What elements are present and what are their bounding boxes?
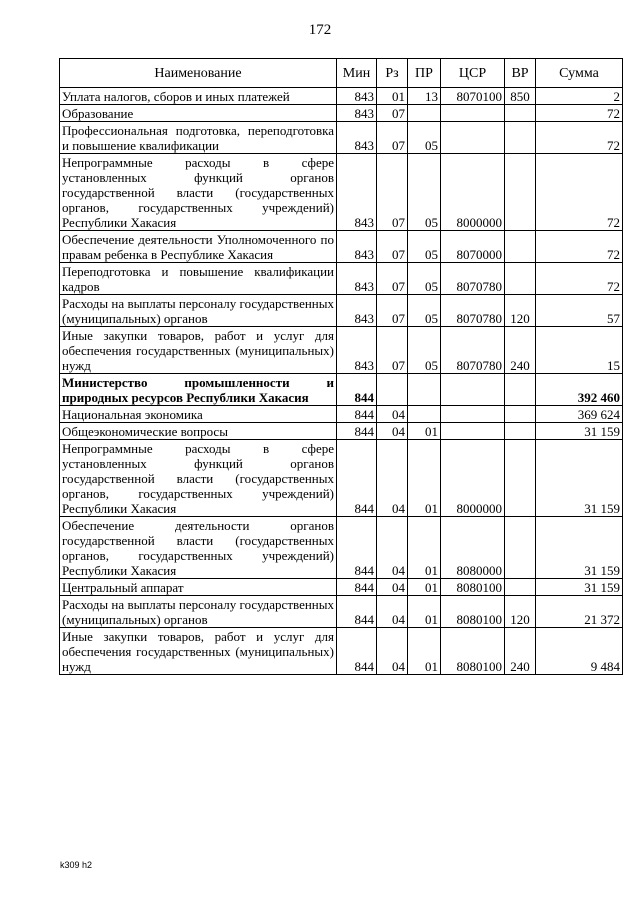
cell-rz: 07 [377, 154, 408, 231]
cell-name: Переподготовка и повышение квалификации кадров [60, 263, 337, 295]
cell-name: Министерство промышленности и природных ресурсов Республики Хакасия [60, 374, 337, 406]
table-row [60, 628, 623, 675]
header-rz: Рз [377, 59, 408, 88]
cell-csr [441, 122, 505, 154]
cell-pr: 01 [408, 628, 441, 675]
cell-pr: 01 [408, 517, 441, 579]
cell-name: Уплата налогов, сборов и иных платежей [60, 88, 337, 105]
cell-vr [505, 423, 536, 440]
table-row [60, 327, 623, 374]
budget-table [59, 58, 623, 675]
cell-sum: 9 484 [536, 628, 623, 675]
cell-csr [441, 406, 505, 423]
cell-csr: 8000000 [441, 154, 505, 231]
cell-min: 844 [337, 374, 377, 406]
cell-rz: 04 [377, 517, 408, 579]
cell-name: Обеспечение деятельности органов государственной власти (государственных органов, государственных учреждений) Республики Хакасия [60, 517, 337, 579]
cell-sum: 392 460 [536, 374, 623, 406]
cell-pr: 13 [408, 88, 441, 105]
cell-rz: 04 [377, 423, 408, 440]
cell-vr [505, 579, 536, 596]
cell-vr [505, 440, 536, 517]
table-row [60, 406, 623, 423]
cell-min: 843 [337, 122, 377, 154]
cell-sum: 21 372 [536, 596, 623, 628]
cell-min: 843 [337, 105, 377, 122]
cell-pr: 05 [408, 231, 441, 263]
table-row [60, 440, 623, 517]
cell-vr: 120 [505, 295, 536, 327]
table-row [60, 295, 623, 327]
cell-min: 844 [337, 596, 377, 628]
cell-csr [441, 423, 505, 440]
cell-pr: 01 [408, 440, 441, 517]
cell-rz: 04 [377, 628, 408, 675]
cell-pr [408, 374, 441, 406]
cell-name: Расходы на выплаты персоналу государственных (муниципальных) органов [60, 596, 337, 628]
cell-csr: 8080100 [441, 579, 505, 596]
table-row [60, 154, 623, 231]
cell-vr [505, 263, 536, 295]
document-code: k309 h2 [60, 860, 93, 870]
cell-pr: 05 [408, 263, 441, 295]
cell-csr: 8080100 [441, 596, 505, 628]
cell-sum: 72 [536, 154, 623, 231]
table-row [60, 374, 623, 406]
header-vr: ВР [505, 59, 536, 88]
cell-rz: 01 [377, 88, 408, 105]
cell-pr: 01 [408, 596, 441, 628]
cell-sum: 72 [536, 231, 623, 263]
cell-min: 844 [337, 628, 377, 675]
cell-name: Обеспечение деятельности Уполномоченного по правам ребенка в Республике Хакасия [60, 231, 337, 263]
table-row [60, 579, 623, 596]
cell-min: 843 [337, 231, 377, 263]
cell-rz [377, 374, 408, 406]
header-name: Наименование [60, 59, 337, 88]
cell-pr: 01 [408, 423, 441, 440]
cell-min: 843 [337, 295, 377, 327]
table-row [60, 423, 623, 440]
cell-name: Иные закупки товаров, работ и услуг для обеспечения государственных (муниципальных) нужд [60, 327, 337, 374]
cell-pr: 05 [408, 122, 441, 154]
cell-min: 844 [337, 517, 377, 579]
cell-name: Образование [60, 105, 337, 122]
cell-sum: 72 [536, 122, 623, 154]
cell-name: Национальная экономика [60, 406, 337, 423]
cell-name: Профессиональная подготовка, переподготовка и повышение квалификации [60, 122, 337, 154]
cell-sum: 72 [536, 105, 623, 122]
cell-sum: 31 159 [536, 440, 623, 517]
cell-min: 844 [337, 579, 377, 596]
cell-rz: 07 [377, 231, 408, 263]
cell-name: Иные закупки товаров, работ и услуг для обеспечения государственных (муниципальных) нужд [60, 628, 337, 675]
header-pr: ПР [408, 59, 441, 88]
cell-pr [408, 105, 441, 122]
cell-csr: 8080000 [441, 517, 505, 579]
table-row [60, 263, 623, 295]
table-row [60, 231, 623, 263]
cell-vr [505, 122, 536, 154]
cell-rz: 07 [377, 263, 408, 295]
cell-csr: 8070780 [441, 263, 505, 295]
cell-sum: 57 [536, 295, 623, 327]
cell-sum: 72 [536, 263, 623, 295]
cell-pr: 01 [408, 579, 441, 596]
cell-csr: 8070100 [441, 88, 505, 105]
cell-min: 844 [337, 440, 377, 517]
cell-vr [505, 231, 536, 263]
cell-csr: 8070780 [441, 295, 505, 327]
cell-rz: 04 [377, 406, 408, 423]
cell-vr: 240 [505, 628, 536, 675]
cell-vr [505, 105, 536, 122]
cell-vr: 850 [505, 88, 536, 105]
table-row [60, 122, 623, 154]
cell-name: Непрограммные расходы в сфере установленных функций органов государственной власти (государственных органов, государственных учреждений) Республики Хакасия [60, 440, 337, 517]
cell-vr [505, 406, 536, 423]
cell-rz: 04 [377, 440, 408, 517]
cell-csr: 8000000 [441, 440, 505, 517]
cell-csr: 8080100 [441, 628, 505, 675]
cell-csr: 8070780 [441, 327, 505, 374]
page-number: 172 [308, 22, 332, 38]
cell-vr: 120 [505, 596, 536, 628]
cell-min: 844 [337, 406, 377, 423]
table-row [60, 88, 623, 105]
cell-name: Общеэкономические вопросы [60, 423, 337, 440]
cell-min: 843 [337, 88, 377, 105]
cell-csr: 8070000 [441, 231, 505, 263]
cell-sum: 2 [536, 88, 623, 105]
header-csr: ЦСР [441, 59, 505, 88]
cell-pr: 05 [408, 295, 441, 327]
cell-csr [441, 105, 505, 122]
cell-sum: 31 159 [536, 517, 623, 579]
cell-vr [505, 154, 536, 231]
cell-name: Центральный аппарат [60, 579, 337, 596]
cell-rz: 07 [377, 105, 408, 122]
cell-rz: 04 [377, 579, 408, 596]
cell-min: 843 [337, 327, 377, 374]
table-row [60, 517, 623, 579]
cell-rz: 04 [377, 596, 408, 628]
cell-pr [408, 406, 441, 423]
cell-sum: 15 [536, 327, 623, 374]
cell-name: Непрограммные расходы в сфере установленных функций органов государственной власти (государственных органов, государственных учреждений) Республики Хакасия [60, 154, 337, 231]
cell-vr [505, 374, 536, 406]
cell-rz: 07 [377, 122, 408, 154]
table-row [60, 105, 623, 122]
cell-pr: 05 [408, 327, 441, 374]
cell-rz: 07 [377, 295, 408, 327]
cell-name: Расходы на выплаты персоналу государственных (муниципальных) органов [60, 295, 337, 327]
table-header-row [60, 59, 623, 88]
cell-min: 843 [337, 263, 377, 295]
cell-rz: 07 [377, 327, 408, 374]
cell-min: 843 [337, 154, 377, 231]
table-row [60, 596, 623, 628]
cell-vr [505, 517, 536, 579]
header-min: Мин [337, 59, 377, 88]
cell-min: 844 [337, 423, 377, 440]
cell-vr: 240 [505, 327, 536, 374]
cell-sum: 31 159 [536, 579, 623, 596]
cell-csr [441, 374, 505, 406]
cell-sum: 31 159 [536, 423, 623, 440]
table-body [60, 88, 623, 675]
header-sum: Сумма [536, 59, 623, 88]
cell-pr: 05 [408, 154, 441, 231]
cell-sum: 369 624 [536, 406, 623, 423]
